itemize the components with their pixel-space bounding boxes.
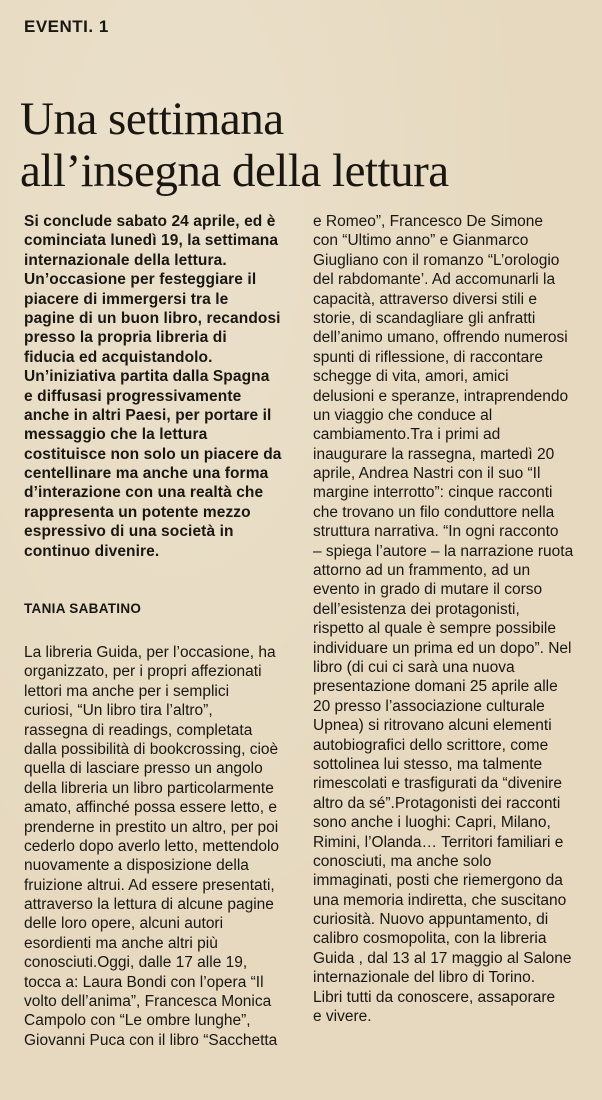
text-line: d’interazione con una realtà che (24, 484, 264, 502)
text-line: tocca a: Laura Bondi con l’opera “Il (24, 973, 264, 991)
body-column-right (313, 212, 598, 1026)
text-line: curiosità. Nuovo appuntamento, di (313, 911, 549, 929)
text-line: cominciata lunedì 19, la settimana (24, 232, 279, 250)
text-line: costituisce non solo un piacere da (24, 445, 282, 463)
text-line: Si conclude sabato 24 aprile, ed è (24, 213, 276, 230)
text-line: capacità, attraverso diversi stili e (313, 290, 537, 308)
text-line: conosciuti, ma anche solo (313, 852, 492, 870)
text-line: altro da sé”.Protagonisti dei racconti (313, 794, 561, 812)
text-line: Un’occasione per festeggiare il (24, 271, 257, 289)
text-line: immaginati, posti che riemergono da (313, 872, 563, 890)
text-line: curiosi, “Un libro tira l’altro”, (24, 702, 213, 720)
text-line: Campolo con “Le ombre lunghe”, (24, 1012, 251, 1030)
text-line: internazionale del libro di Torino. (313, 969, 536, 987)
text-line: cambiamento.Tra i primi ad (313, 426, 501, 444)
text-line: spunti di riflessione, di raccontare (313, 348, 544, 366)
text-line: pagine di un buon libro, recandosi (24, 309, 281, 327)
text-line: fruizione altrui. Ad essere presentati, (24, 876, 275, 894)
text-line: nuovamente a disposizione della (24, 857, 249, 875)
text-line: volto dell’anima”, Francesca Monica (24, 993, 272, 1011)
article-title (20, 93, 590, 197)
text-line: piacere di immergersi tra le (24, 290, 229, 308)
text-line: Giovanni Puca con il libro “Sacchetta (24, 1031, 278, 1049)
text-line: e Romeo”, Francesco De Simone (313, 213, 544, 230)
text-line: rimescolati e trasfigurati da “divenire (313, 775, 562, 793)
text-line: attorno ad un frammento, ad un (313, 562, 531, 580)
text-line: cederlo dopo averlo letto, mettendolo (24, 837, 280, 855)
text-line: Libri tutti da conoscere, assaporare (313, 988, 556, 1006)
text-line: internazionale della lettura. (24, 251, 227, 269)
text-line: lettori ma anche per i semplici (24, 682, 230, 700)
text-line: esordienti ma anche altri più (24, 934, 218, 952)
text-line: un viaggio che conduce al (313, 406, 493, 424)
text-line: 20 presso l’associazione culturale (313, 697, 545, 715)
text-line: evento in grado di mutare il corso (313, 581, 543, 599)
text-line: aprile, Andrea Nastri con il suo “Il (313, 465, 541, 483)
text-line: quella di lasciare presso un angolo (24, 760, 263, 778)
text-line: Un’iniziativa partita dalla Spagna (24, 368, 270, 386)
author-byline: TANIA SABATINO (24, 601, 142, 616)
text-line: Giugliano con il romanzo “L’orologio (313, 251, 560, 269)
text-line: individuare un prima ed un dopo”. Nel (313, 639, 572, 657)
text-line: rassegna di readings, completata (24, 721, 253, 739)
text-line: dalla possibilità di bookcrossing, cioè (24, 740, 279, 758)
text-line: organizzato, per i propri affezionati (24, 663, 262, 681)
text-line: prenderne in prestito un altro, per poi (24, 818, 279, 836)
text-line: Rimini, l’Olanda… Territori familiari e (313, 833, 564, 851)
lead-paragraph (24, 212, 300, 561)
title-line: all’insegna della lettura (20, 145, 449, 198)
text-line: margine interrotto”: cinque racconti (313, 484, 553, 502)
text-line: della libreria un libro particolarmente (24, 779, 274, 797)
text-line: amato, affinché possa essere letto, e (24, 799, 278, 817)
text-line: e vivere. (313, 1008, 372, 1026)
text-line: delusioni e speranze, intraprendendo (313, 387, 569, 405)
text-line: libro (di cui ci sarà una nuova (313, 658, 515, 676)
text-line: schegge di vita, amori, amici (313, 368, 509, 386)
text-line: inaugurare la rassegna, martedì 20 (313, 445, 555, 463)
text-line: Guida , dal 13 al 17 maggio al Salone (313, 949, 572, 967)
text-line: attraverso la lettura di alcune pagine (24, 896, 274, 914)
text-line: centellinare ma anche una forma (24, 465, 269, 483)
text-line: messaggio che la lettura (24, 426, 208, 444)
text-line: delle loro opere, alcuni autori (24, 915, 224, 933)
text-line: rappresenta un potente mezzo (24, 503, 251, 521)
text-line: una memoria indiretta, che suscitano (313, 891, 567, 909)
text-line: dell’animo umano, offrendo numerosi (313, 329, 568, 347)
text-line: struttura narrativa. “In ogni racconto (313, 523, 559, 541)
text-line: storie, di scandagliare gli anfratti (313, 309, 536, 327)
text-line: dell’esistenza dei protagonisti, (313, 600, 520, 618)
title-line: Una settimana (20, 93, 284, 146)
text-line: La libreria Guida, per l’occasione, ha (24, 644, 276, 661)
text-line: che trovano un filo conduttore nella (313, 503, 555, 521)
section-label: EVENTI. 1 (24, 17, 109, 36)
text-line: sono anche i luoghi: Capri, Milano, (313, 814, 551, 832)
text-line: calibro cosmopolita, con la libreria (313, 930, 547, 948)
text-line: del rabdomante’. Ad accomunarli la (313, 271, 556, 289)
text-line: espressivo di una società in (24, 523, 234, 541)
text-line: rispetto al quale è sempre possibile (313, 620, 556, 638)
text-line: sottolinea lui stesso, ma talmente (313, 755, 543, 773)
text-line: con “Ultimo anno” e Gianmarco (313, 232, 529, 250)
text-line: fiducia ed acquistandolo. (24, 348, 213, 366)
text-line: e diffusasi progressivamente (24, 387, 242, 405)
text-line: Upnea) si ritrovano alcuni elementi (313, 717, 552, 735)
text-line: anche in altri Paesi, per portare il (24, 406, 272, 424)
text-line: continuo divenire. (24, 542, 160, 560)
text-line: – spiega l’autore – la narrazione ruota (313, 542, 574, 560)
text-line: presso la propria libreria di (24, 329, 227, 347)
text-line: autobiografici dello scrittore, come (313, 736, 549, 754)
text-line: conosciuti.Oggi, dalle 17 alle 19, (24, 954, 248, 972)
text-line: presentazione domani 25 aprile alle (313, 678, 558, 696)
body-column-left (24, 643, 304, 1050)
